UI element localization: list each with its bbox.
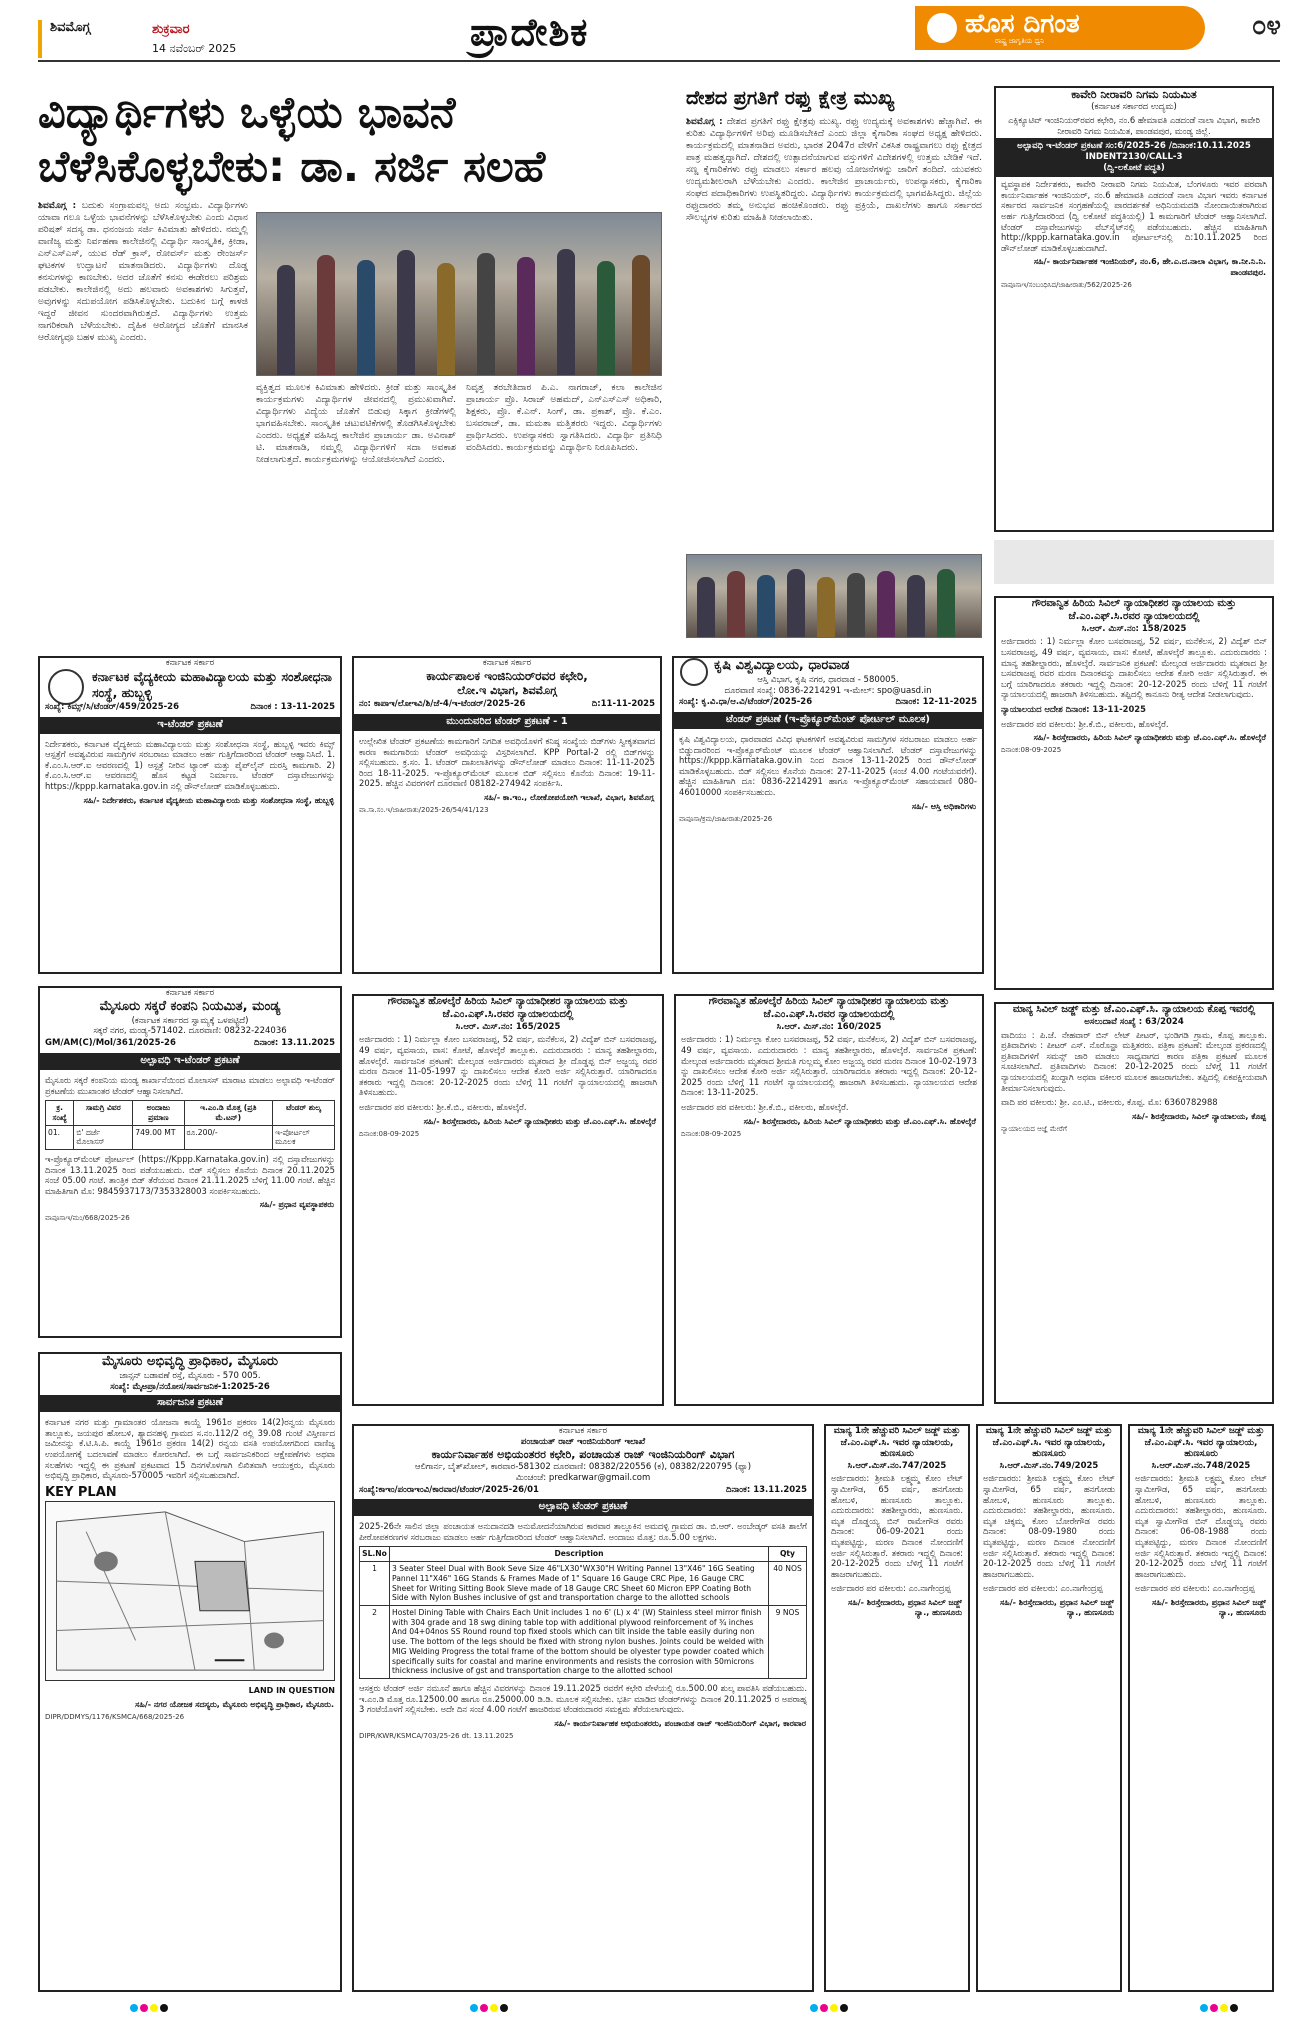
second-story-dateline: ಶಿವಮೊಗ್ಗ : (686, 116, 723, 127)
uas-emblem-icon (680, 658, 708, 686)
prd-sign: ಸಹಿ/- ಕಾರ್ಯನಿರ್ವಾಹಕ ಅಭಿಯಂತರರು, ಪಂಚಾಯತ ರಾಜ್ ಇಂಜಿನಿಯರಿಂಗ್ ವಿಭಾಗ, ಕಾರವಾರ (554, 1718, 806, 1728)
court1-sign: ಸಹಿ/- ಶಿರಸ್ತೇದಾರರು, ಹಿರಿಯ ಸಿವಿಲ್ ನ್ಯಾಯಾಧೀಶರು ಮತ್ತು ಜೆ.ಎಂ.ಎಫ್.ಸಿ. ಹೊಳಲ್ಕೆರೆ (1033, 733, 1266, 743)
cauvery-indent: INDENT2130/CALL-3 (1085, 152, 1183, 163)
key-plan-map (45, 1501, 335, 1681)
header-left (38, 20, 268, 58)
main-headline (38, 86, 678, 194)
muda-keyplan-label: KEY PLAN (45, 1484, 117, 1500)
prd-row2-sl: 2 (360, 1606, 390, 1679)
main-story-col1-text: ಬದುಕು ಸಂಗ್ರಾಮವಲ್ಲ ಅದು ಸಂಭ್ರಮ. ವಿದ್ಯಾರ್ಥಿಗಳು ಯಾವಾ ಗಲೂ ಒಳ್ಳೆಯ ಭಾವನೆಗಳನ್ನು ಬೆಳೆಸಿಕೊಳ್ಳಬೇಕು ಎಂದು ವಿಧಾನ ಪರಿಷತ್ ಸದಸ್ಯ ಡಾ. ಧನಂಜಯ ಸರ್ಜಿ ಕಿವಿಮಾತು ಹೇಳಿದರು. ನಮ್ಮಲ್ಲಿ ವಾಣಿಜ್ಯ ಮತ್ತು ನಿರ್ವಹಣಾ ಕಾಲೇಜಿನಲ್ಲಿ ವಿದ್ಯಾರ್ಥಿ ಸಾಂಸ್ಕೃತಿಕ, ಕ್ರೀಡಾ, ಎನ್ಎಸ್ಎಸ್, ಯುವ ರೆಡ್ ಕ್ರಾಸ್, ರೋವರ್ಸ್ ಮತ್ತು ರೇಂಜರ್ಸ್ ಘಟಕಗಳ ಉದ್ಘಾಟನೆ ಮಾತನಾಡಿದರು. ವಿದ್ಯಾರ್ಥಿಗಳು ದೊಡ್ಡ ಕನಸುಗಳನ್ನು ಕಾಣಬೇಕು. ಅದರ ಜೊತೆಗೆ ಕನಸು ಈಡೇರಲು ಪರಿಶ್ರಮ ಪಡಬೇಕು. ಕಾಲೇಜಿನಲ್ಲಿ ಅದು ಹಲವಾರು ಅವಕಾಶಗಳು ಸಿಗುತ್ತವೆ, ಅವುಗಳನ್ನು ಸದುಪಯೋಗ ಪಡಿಸಿಕೊಳ್ಳಬೇಕು. ಬದುಕಿನ ಬಗ್ಗೆ ಕಾಳಜಿ ಇದ್ದರೆ ಜೀವನ ಸುಂದರವಾಗಿರುತ್ತದೆ. ವಿದ್ಯಾರ್ಥಿಗಳು ಉತ್ತಮ ನಾಗರಿಕರಾಗಿ ಬೆಳೆಯಬೇಕು. ದೈಹಿಕ ಆರೋಗ್ಯದ ಜೊತೆಗೆ ಮಾನಸಿಕ ಆರೋಗ್ಯವೂ ಬಹಳ ಮುಖ್ಯ ಎಂದರು. (38, 200, 248, 343)
small-court-1 (824, 1424, 970, 1992)
kims-ref-row (40, 701, 340, 714)
mysugar-bar: ಅಲ್ಪಾವಧಿ ಇ-ಟೆಂಡರ್ ಪ್ರಕಟಣೆ (40, 1053, 340, 1070)
pwd-title: ಕಾರ್ಯಪಾಲಕ ಇಂಜಿನಿಯರ್‌ರವರ ಕಛೇರಿ, (426, 668, 588, 683)
registration-marks (1200, 2004, 1238, 2012)
cauvery-notice (994, 86, 1274, 532)
small-court-sign: ಸಹಿ/- ಶಿರಸ್ತೇದಾರರು, ಪ್ರಧಾನ ಸಿವಿಲ್ ಜಡ್ಜ್ ನ್ಯಾ., ಹುಣಸೂರು (1151, 1597, 1266, 1618)
uas-addr: ಆಸ್ತಿ ವಿಭಾಗ, ಕೃಷಿ ನಗರ, ಧಾರವಾಡ - 580005. (757, 674, 899, 685)
brand-logo-icon (927, 13, 957, 43)
court2-adv: ಅರ್ಜಿದಾರರ ಪರ ವಕೀಲರು: ಶ್ರೀ.ಕೆ.ಬಿ., ವಕೀಲರು, ಹೊಳಲ್ಕೆರೆ. (359, 1102, 527, 1113)
mysugar-th: ಅಂದಾಜು ಪ್ರಮಾಣ (133, 1101, 184, 1125)
header-day: ಶುಕ್ರವಾರ (152, 22, 190, 37)
prd-body: ಆಸಕ್ತರು ಟೆಂಡರ್ ಅರ್ಜಿ ನಮೂನೆ ಹಾಗೂ ಹೆಚ್ಚಿನ ವಿವರಗಳನ್ನು ದಿನಾಂಕ 19.11.2025 ರವರೆಗೆ ಕಛೇರಿ ವೇಳೆಯಲ್ಲಿ ರೂ.500.00 ಶುಲ್ಕ ಪಾವತಿಸಿ ಪಡೆಯಬಹುದು. ಇ.ಎಂ.ಡಿ ಮೊತ್ತ ರೂ.12500.00 ಹಾಗೂ ರೂ.25000.00 ಡಿ.ಡಿ. ಮೂಲಕ ಸಲ್ಲಿಸಬೇಕು. ಭರ್ತಿ ಮಾಡಿದ ಟೆಂಡರ್‌ಗಳನ್ನು ದಿನಾಂಕ 20.11.2025 ರ ಅಪರಾಹ್ನ 3 ಗಂಟೆಯೊಳಗೆ ಸಲ್ಲಿಸಬೇಕು. ಅದೇ ದಿನ ಸಂಜೆ 4.00 ಗಂಟೆಗೆ ಹಾಜರಿರುವ ಟೆಂಡರುದಾರರ ಸಮಕ್ಷಮ ತೆರೆಯಲಾಗುವುದು. (359, 1683, 807, 1715)
mysugar-td: ಬಿ' ದರ್ಜೆ ಮೊಲಾಸಸ್ (74, 1125, 133, 1149)
small-court-case: ಸಿ.ಆರ್.ಮಿಸ್.ನಂ.749/2025 (999, 1460, 1099, 1471)
muda-title: ಮೈಸೂರು ಅಭಿವೃದ್ಧಿ ಪ್ರಾಧಿಕಾರ, ಮೈಸೂರು (101, 1354, 279, 1369)
second-headline: ದೇಶದ ಪ್ರಗತಿಗೆ ರಫ್ತು ಕ್ಷೇತ್ರ ಮುಖ್ಯ (686, 87, 895, 109)
mysugar-th: ಟೆಂಡರ್ ಶುಲ್ಕ (273, 1101, 335, 1125)
blank-ad-space (994, 540, 1274, 584)
prd-foot: DIPR/KWR/KSMCA/703/25-26 dt. 13.11.2025 (359, 1732, 514, 1741)
mysugar-foot: ವಾಪೂಸಾಇ/ಮಂ/668/2025-26 (45, 1213, 130, 1222)
mysugar-table (45, 1100, 335, 1150)
court3-case: ಸಿ.ಆರ್. ಮಿಸ್.ನಂ: 160/2025 (776, 1021, 882, 1032)
muda-foot: DIPR/DDMYS/1176/KSMCA/668/2025-26 (45, 1713, 185, 1722)
mysugar-th: ಇ.ಎಂ.ಡಿ ಮೊತ್ತ (ಪ್ರತಿ ಮೆ.ಟನ್) (184, 1101, 273, 1125)
main-story-col1 (38, 200, 248, 640)
court1-title: ಗೌರವಾನ್ವಿತ ಹಿರಿಯ ಸಿವಿಲ್ ನ್ಯಾಯಾಧೀಶರ ನ್ಯಾಯಾಲಯ ಮತ್ತು ಜೆ.ಎಂ.ಎಫ್.ಸಿ.ರವರ ನ್ಯಾಯಾಲಯದಲ್ಲಿ (1031, 598, 1237, 622)
court2-body: ಅರ್ಜಿದಾರರು : 1) ನಿರ್ಮಲ್ಲಾ ಕೋಂ ಬಸವರಾಜಪ್ಪ, 52 ವರ್ಷ, ಮನೆಕೆಲಸ, 2) ವಿದ್ಯೆಶ್ ಬಿನ್ ಬಸವರಾಜಪ್ಪ, 49 ವರ್ಷ, ವ್ಯವಸಾಯ, ವಾಸ: ಕೋಟೆ, ಹೊಳಲ್ಕೆರೆ ತಾಲ್ಲೂಕು. ಎದುರುದಾರರು : ಮಾನ್ಯ ತಹಶೀಲ್ದಾರರು, ಹೊಳಲ್ಕೆರೆ. ಸಾರ್ವಜನಿಕ ಪ್ರಕಟಣೆ: ಮೇಲ್ಕಂಡ ಅರ್ಜಿದಾರರು ಮೃತರಾದ ಶ್ರೀ ದೊಡ್ಡಪ್ಪ ಬಿನ್ ಅಜ್ಜಯ್ಯ ರವರ ಮರಣ ದಿನಾಂಕ 11-05-1997 ನ್ನು ದಾಖಲಿಸಲು ಆದೇಶ ಕೋರಿ ಅರ್ಜಿ ಸಲ್ಲಿಸಿರುತ್ತಾರೆ. ಯಾರಿಗಾದರೂ ತಕರಾರು ಇದ್ದಲ್ಲಿ ದಿನಾಂಕ: 20-12-2025 ರಂದು ಬೆಳಿಗ್ಗೆ 11 ಗಂಟೆಗೆ ನ್ಯಾಯಾಲಯದಲ್ಲಿ ಹಾಜರಾಗಿ ತಿಳಿಸಬಹುದು. (359, 1034, 657, 1098)
pwd-bar: ಮುಂದುವರಿದ ಟೆಂಡರ್ ಪ್ರಕಟಣೆ - 1 (354, 714, 660, 731)
uas-foot: ವಾಪೂಸಾ/ಕ್ರಮ/ಜಾಹೀರಾತು/2025-26 (679, 814, 773, 823)
prd-ref-row (354, 1484, 812, 1497)
registration-marks (470, 2004, 508, 2012)
muda-body: ಕರ್ನಾಟಕ ನಗರ ಮತ್ತು ಗ್ರಾಮಾಂತರ ಯೋಜನಾ ಕಾಯ್ದೆ 1961ರ ಪ್ರಕರಣ 14(2)ರನ್ವಯ ಮೈಸೂರು ತಾಲ್ಲೂಕು, ಜಯಪುರ ಹೋಬಳಿ, ಶ್ಯಾದನಹಳ್ಳಿ ಗ್ರಾಮದ ಸ.ನಂ.112/2 ರಲ್ಲಿ 39.08 ಗುಂಟೆ ವಿಸ್ತೀರ್ಣದ ಜಮೀನನ್ನು ಕೆ.ಟಿ.ಸಿ.ಪಿ. ಕಾಯ್ದೆ 1961ರ ಪ್ರಕರಣ 14(2) ರನ್ವಯ ವಸತಿ ಉಪಯೋಗದಿಂದ ವಾಣಿಜ್ಯ ಉಪಯೋಗಕ್ಕೆ ಬದಲಾವಣೆ ಮಾಡಲು ಕೋರಲಾಗಿದೆ. ಈ ಬಗ್ಗೆ ಸಾರ್ವಜನಿಕರಿಂದ ಆಕ್ಷೇಪಣೆಗಳು ಅಥವಾ ಸಲಹೆಗಳು ಇದ್ದಲ್ಲಿ ಈ ಪ್ರಕಟಣೆ ಪ್ರಕಟವಾದ 15 ದಿನಗಳೊಳಗಾಗಿ ಲಿಖಿತವಾಗಿ ಆಯುಕ್ತರು, ಮೈಸೂರು ಅಭಿವೃದ್ಧಿ ಪ್ರಾಧಿಕಾರ, ಮೈಸೂರು-570005 ಇವರಿಗೆ ಸಲ್ಲಿಸಬಹುದಾಗಿದೆ. (45, 1417, 335, 1481)
small-court-2 (976, 1424, 1122, 1992)
kims-date: ದಿನಾಂಕ : 13-11-2025 (250, 701, 335, 712)
court1-adv: ಅರ್ಜಿದಾರರ ಪರ ವಕೀಲರು: ಶ್ರೀ.ಕೆ.ಬಿ., ವಕೀಲರು, ಹೊಳಲ್ಕೆರೆ. (1001, 718, 1169, 729)
muda-bar: ಸಾರ್ವಜನಿಕ ಪ್ರಕಟಣೆ (40, 1395, 340, 1412)
uas-ref-row (674, 696, 982, 709)
pwd-sub: ಲೋ.ಇ ವಿಭಾಗ, ಶಿವಮೊಗ್ಗ (457, 684, 557, 698)
second-story-text: ದೇಶದ ಪ್ರಗತಿಗೆ ರಫ್ತು ಕ್ಷೇತ್ರವು ಮುಖ್ಯ. ರಫ್ತು ಉದ್ಯಮಕ್ಕೆ ಅವಕಾಶಗಳು ಹೆಚ್ಚಾಗಿವೆ. ಈ ಕುರಿತು ವಿದ್ಯಾರ್ಥಿಗಳಿಗೆ ಅರಿವು ಮೂಡಿಸಬೇಕಿದೆ ಎಂದು ಜಿಲ್ಲಾ ಕೈಗಾರಿಕಾ ಸಂಘದ ಅಧ್ಯಕ್ಷ ಹೇಳಿದರು. ಕಾರ್ಯಕ್ರಮದಲ್ಲಿ ಮಾತನಾಡಿದ ಅವರು, ಭಾರತ 2047ರ ವೇಳೆಗೆ ವಿಕಸಿತ ರಾಷ್ಟ್ರವಾಗಲು ರಫ್ತು ಕ್ಷೇತ್ರದ ಪಾತ್ರ ಮಹತ್ವದ್ದಾಗಿದೆ. ದೇಶದಲ್ಲಿ ಉತ್ಪಾದನೆಯಾಗುವ ವಸ್ತುಗಳಿಗೆ ವಿದೇಶಗಳಲ್ಲಿ ಉತ್ತಮ ಬೇಡಿಕೆ ಇದೆ. ಸಣ್ಣ ಕೈಗಾರಿಕೆಗಳು ರಫ್ತು ಮಾಡಲು ಸರ್ಕಾರ ಹಲವು ಯೋಜನೆಗಳನ್ನು ಜಾರಿಗೆ ತಂದಿದೆ. ಯುವಕರು ಉದ್ಯಮಶೀಲರಾಗಿ ಬೆಳೆಯಬೇಕು ಎಂದರು. ಕಾಲೇಜಿನ ಪ್ರಾಚಾರ್ಯರು, ಉಪನ್ಯಾಸಕರು, ಕೈಗಾರಿಕಾ ಸಂಘದ ಪದಾಧಿಕಾರಿಗಳು ಉಪಸ್ಥಿತರಿದ್ದರು. ವಿದ್ಯಾರ್ಥಿಗಳು ಕಾರ್ಯಕ್ರಮದಲ್ಲಿ ಭಾಗವಹಿಸಿದ್ದರು. ಜಿಲ್ಲೆಯ ರಫ್ತುದಾರರು ತಮ್ಮ ಅನುಭವ ಹಂಚಿಕೊಂಡರು. ರಫ್ತು ಪ್ರಕ್ರಿಯೆ, ದಾಖಲೆಗಳು ಹಾಗೂ ಸರ್ಕಾರದ ಸೌಲಭ್ಯಗಳ ಕುರಿತು ಮಾಹಿತಿ ನೀಡಲಾಯಿತು. (686, 116, 982, 223)
small-court-adv: ಅರ್ಜಿದಾರರ ಪರ ವಕೀಲರು: ಎಂ.ನಾಗೇಂದ್ರಪ್ಪ (983, 1583, 1103, 1594)
mysugar-td: ಇ-ಪೋರ್ಟಲ್ ಮೂಲಕ (273, 1125, 335, 1149)
pwd-ref-row (354, 698, 660, 711)
muda-notice (38, 1352, 342, 1992)
prd-row2-qty: 9 NOS (769, 1606, 807, 1679)
mysugar-sub: (ಕರ್ನಾಟಕ ಸರ್ಕಾರದ ಸ್ವಾಮ್ಯಕ್ಕೆ ಒಳಪಟ್ಟಿದೆ) (131, 1015, 249, 1026)
mysugar-td: 01. (46, 1125, 74, 1149)
registration-marks (810, 2004, 848, 2012)
cauvery-body: ವ್ಯವಸ್ಥಾಪಕ ನಿರ್ದೇಶಕರು, ಕಾವೇರಿ ನೀರಾವರಿ ನಿಗಮ ನಿಯಮಿತ, ಬೆಂಗಳೂರು ಇವರ ಪರವಾಗಿ ಕಾರ್ಯನಿರ್ವಾಹಕ ಇಂಜಿನಿಯರ್, ನಂ.6 ಹೇಮಾವತಿ ಎಡದಂಡೆ ನಾಲಾ ವಿಭಾಗ ಇವರು ಕರ್ನಾಟಕ ಸರ್ಕಾರದ ಸಾರ್ವಜನಿಕ ಸಂಗ್ರಹಣೆಯಲ್ಲಿ ಪಾರದರ್ಶಕತೆ ಅಧಿನಿಯಮದಡಿ ನೋಂದಾಯಿತರಾಗಿರುವ ಅರ್ಹ ಗುತ್ತಿಗೆದಾರರಿಂದ (ದ್ವಿ ಲಕೋಟೆ ಪದ್ಧತಿಯಲ್ಲಿ) 1 ಕಾಮಗಾರಿಗೆ ಟೆಂಡರ್ ಆಹ್ವಾನಿಸಲಾಗಿದೆ. ಟೆಂಡರ್ ದಸ್ತಾವೇಜುಗಳನ್ನು ವೆಬ್‌ಸೈಟ್‌ನಲ್ಲಿ ಪಡೆಯಬಹುದು. ಹೆಚ್ಚಿನ ಮಾಹಿತಿಗಾಗಿ http://kppp.karnataka.gov.in ಪೋರ್ಟಲ್‌ನಲ್ಲಿ ದಿ:10.11.2025 ರಿಂದ ಡೌನ್‌ಲೋಡ್ ಮಾಡಿಕೊಳ್ಳಬಹುದಾಗಿದೆ. (1001, 179, 1267, 253)
mysugar-ref-row (40, 1037, 340, 1050)
uas-bar: ಟೆಂಡರ್ ಪ್ರಕಟಣೆ (ಇ-ಪ್ರೊಕ್ಯೂರ್‌ಮೆಂಟ್ ಪೋರ್ಟಲ್ ಮೂಲಕ) (674, 712, 982, 729)
masthead (915, 6, 1295, 50)
mysugar-notice (38, 986, 342, 1338)
small-court-sign: ಸಹಿ/- ಶಿರಸ್ತೇದಾರರು, ಪ್ರಧಾನ ಸಿವಿಲ್ ಜಡ್ಜ್ ನ್ಯಾ., ಹುಣಸೂರು (847, 1597, 962, 1618)
table-row (360, 1606, 807, 1679)
mysugar-contact: ಸಕ್ಕರೆ ನಗರ, ಮಂಡ್ಯ-571402. ದೂರವಾಣಿ: 08232-224036 (93, 1026, 287, 1037)
mysugar-th: ಸಾಮಗ್ರಿ ವಿವರ (74, 1101, 133, 1125)
muda-land-label: LAND IN QUESTION (248, 1685, 335, 1695)
main-story-col2: ವ್ಯಕ್ತಿತ್ವದ ಮೂಲಕ ಕಿವಿಮಾತು ಹೇಳಿದರು. ಕ್ರೀಡೆ ಮತ್ತು ಸಾಂಸ್ಕೃತಿಕ ಕಾರ್ಯಕ್ರಮಗಳು ವಿದ್ಯಾರ್ಥಿಗಳ ಜೀವನದಲ್ಲಿ ಪ್ರಮುಖವಾಗಿವೆ. ವಿದ್ಯಾರ್ಥಿಗಳು ವಿದ್ಯೆಯ ಜೊತೆಗೆ ಬಿಡುವು ಸಿಕ್ಕಾಗ ಕ್ರೀಡೆಗಳಲ್ಲಿ ಭಾಗವಹಿಸಬೇಕು. ಸಾಂಸ್ಕೃತಿಕ ಚಟುವಟಿಕೆಗಳಲ್ಲಿ ತೊಡಗಿಸಿಕೊಳ್ಳಬೇಕು ಎಂದರು. ಅಧ್ಯಕ್ಷತೆ ವಹಿಸಿದ್ದ ಕಾಲೇಜಿನ ಪ್ರಾಚಾರ್ಯ ಡಾ. ಅವಿನಾಶ್ ಟಿ. ಮಾತನಾಡಿ, ನಮ್ಮಲ್ಲಿ ವಿದ್ಯಾರ್ಥಿಗಳಿಗೆ ಸದಾ ಅವಕಾಶ ನೀಡಲಾಗುತ್ತದೆ. ಕಾರ್ಯಕ್ರಮಗಳನ್ನು ಆಯೋಜಿಸಲಾಗಿದೆ ಎಂದರು. (256, 382, 456, 465)
prd-gov: ಕರ್ನಾಟಕ ಸರ್ಕಾರ (558, 1426, 608, 1436)
small-court-sign: ಸಹಿ/- ಶಿರಸ್ತೇದಾರರು, ಪ್ರಧಾನ ಸಿವಿಲ್ ಜಡ್ಜ್ ನ್ಯಾ., ಹುಣಸೂರು (999, 1597, 1114, 1618)
court2-sign: ಸಹಿ/- ಶಿರಸ್ತೇದಾರರು, ಹಿರಿಯ ಸಿವಿಲ್ ನ್ಯಾಯಾಧೀಶರು ಮತ್ತು ಜೆ.ಎಂ.ಎಫ್.ಸಿ. ಹೊಳಲ್ಕೆರೆ (423, 1116, 656, 1126)
header-location: ಶಿವಮೊಗ್ಗ (50, 20, 91, 35)
prd-addr: ಆಲಿಗಾರ್ನ, ಬೈತ್‌ಖೋಲ್, ಕಾರವಾರ-581302 ದೂರವಾಣಿ: 08382/220556 (ಕ), 08382/220795 (ಫ್ಯಾ) (414, 1461, 752, 1472)
court3-sign: ಸಹಿ/- ಶಿರಸ್ತೇದಾರರು, ಹಿರಿಯ ಸಿವಿಲ್ ನ್ಯಾಯಾಧೀಶರು ಮತ್ತು ಜೆ.ಎಂ.ಎಫ್.ಸಿ. ಹೊಳಲ್ಕೆರೆ (743, 1116, 976, 1126)
court4-body: ವಾದಿಯು : ಪಿ.ಜೆ. ನೇಹವಾರ್ ಬಿನ್ ಲೇಟ್ ಪೀಟರ್, ಭಂಡಿಗಡಿ ಗ್ರಾಮ, ಕೊಪ್ಪ ತಾಲ್ಲೂಕು. ಪ್ರತಿವಾದಿಗಳು : ಪೀಟರ್ ಎಸ್. ನೊರೊನ್ಹಾ ಮತ್ತಿತರರು. ಪತ್ರಿಕಾ ಪ್ರಕಟಣೆ: ಮೇಲ್ಕಂಡ ಪ್ರಕರಣದಲ್ಲಿ ಪ್ರತಿವಾದಿಗಳಿಗೆ ಸಮನ್ಸ್ ಜಾರಿ ಮಾಡಲು ಸಾಧ್ಯವಾಗದ ಕಾರಣ ಪತ್ರಿಕಾ ಪ್ರಕಟಣೆ ಮೂಲಕ ಸೂಚಿಸಲಾಗಿದೆ. ಪ್ರತಿವಾದಿಗಳು ದಿನಾಂಕ: 20-12-2025 ರಂದು ಬೆಳಿಗ್ಗೆ 11 ಗಂಟೆಗೆ ನ್ಯಾಯಾಲಯದಲ್ಲಿ ಖುದ್ದಾಗಿ ಅಥವಾ ವಕೀಲರ ಮೂಲಕ ಹಾಜರಾಗಬೇಕು. ತಪ್ಪಿದಲ್ಲಿ ಏಕಪಕ್ಷೀಯವಾಗಿ ತೀರ್ಮಾನಿಸಲಾಗುವುದು. (1001, 1029, 1267, 1093)
prd-bar: ಅಲ್ಪಾವಧಿ ಟೆಂಡರ್ ಪ್ರಕಟಣೆ (354, 1499, 812, 1516)
mysugar-date: ದಿನಾಂಕ: 13.11.2025 (254, 1038, 335, 1049)
cauvery-foot: ವಾಪೂಸಾಇ/ಸಂಬಂಧಿಸಿದ/ಜಾಹೀರಾತು/562/2025-26 (1001, 280, 1132, 289)
small-court-title: ಮಾನ್ಯ 1ನೇ ಹೆಚ್ಚುವರಿ ಸಿವಿಲ್ ಜಡ್ಜ್ ಮತ್ತು ಜೆ.ಎಂ.ಎಫ್.ಸಿ. ಇವರ ನ್ಯಾಯಾಲಯ, ಹುಣಸೂರು (1137, 1426, 1265, 1460)
court-notice-4 (994, 1002, 1274, 1404)
mysugar-td: 749.00 MT (133, 1125, 184, 1149)
court2-date: ದಿನಾಂಕ:08-09-2025 (359, 1129, 420, 1138)
court1-date: ದಿನಾಂಕ:08-09-2025 (1001, 746, 1062, 755)
section-title: ಪ್ರಾದೇಶಿಕ (470, 9, 589, 54)
cauvery-ref: ಅಲ್ಪಾವಧಿ ಇ-ಟೆಂಡರ್ ಪ್ರಕಟಣೆ ಸಂ:6/2025-26 /ದಿನಾಂಕ:10.11.2025 (1017, 141, 1251, 152)
pwd-foot: ವಾ.ಸಾ.ಸಂ.ಇ/ಜಾಹೀರಾತು/2025-26/54/41/123 (359, 806, 489, 815)
prd-table (359, 1546, 807, 1679)
court4-case: ಅಸಲುದಾವೆ ಸಂಖ್ಯೆ : 63/2024 (1084, 1016, 1184, 1027)
brand-tagline: ರಾಷ್ಟ್ರ ಜಾಗೃತಿಯ ಧ್ವನಿ (995, 37, 1045, 45)
main-headline-line1: ವಿದ್ಯಾರ್ಥಿಗಳು ಒಳ್ಳೆಯ ಭಾವನೆ (38, 88, 456, 138)
muda-sign: ಸಹಿ/- ನಗರ ಯೋಜಕ ಸದಸ್ಯರು, ಮೈಸೂರು ಅಭಿವೃದ್ಧಿ ಪ್ರಾಧಿಕಾರ, ಮೈಸೂರು. (135, 1700, 334, 1710)
table-row (360, 1562, 807, 1606)
mysugar-gov: ಕರ್ನಾಟಕ ಸರ್ಕಾರ (165, 988, 215, 998)
main-story-dateline: ಶಿವಮೊಗ್ಗ : (38, 200, 77, 211)
small-court-adv: ಅರ್ಜಿದಾರರ ಪರ ವಕೀಲರು: ಎಂ.ನಾಗೇಂದ್ರಪ್ಪ (1135, 1583, 1255, 1594)
kims-emblem-icon (48, 669, 84, 705)
court3-date: ದಿನಾಂಕ:08-09-2025 (681, 1129, 742, 1138)
prd-date: ದಿನಾಂಕ: 13.11.2025 (726, 1484, 807, 1495)
prd-title: ಕಾರ್ಯನಿರ್ವಾಹಕ ಅಭಿಯಂತರರ ಕಛೇರಿ, ಪಂಚಾಯತ ರಾಜ್ ಇಂಜಿನಿಯರಿಂಗ್ ವಿಭಾಗ (431, 1447, 735, 1461)
prd-th-desc: Description (390, 1547, 769, 1562)
small-court-3 (1128, 1424, 1274, 1992)
uas-date: ದಿನಾಂಕ: 12-11-2025 (895, 697, 977, 708)
kims-bar: ಇ-ಟೆಂಡರ್ ಪ್ರಕಟಣೆ (40, 717, 340, 734)
header-divider (38, 60, 1280, 62)
pwd-gov: ಕರ್ನಾಟಕ ಸರ್ಕಾರ (482, 658, 532, 668)
court4-date: ನ್ಯಾಯಾಲಯದ ಆಜ್ಞೆ ಮೇರೆಗೆ (1001, 1125, 1067, 1134)
registration-marks (130, 2004, 168, 2012)
pwd-body: ಉಲ್ಲೇಖಿತ ಟೆಂಡರ್ ಪ್ರಕಟಣೆಯ ಕಾಮಗಾರಿಗೆ ನಿಗದಿತ ಅವಧಿಯೊಳಗೆ ಕನಿಷ್ಠ ಸಂಖ್ಯೆಯ ಬಿಡ್‌ಗಳು ಸ್ವೀಕೃತವಾಗದ ಕಾರಣ ಕಾಮಗಾರಿಯ ಟೆಂಡರ್ ಅವಧಿಯನ್ನು ವಿಸ್ತರಿಸಲಾಗಿದೆ. KPP Portal-2 ರಲ್ಲಿ ಬಿಡ್‌ಗಳನ್ನು ಸಲ್ಲಿಸಬಹುದು. ಕ್ರ.ಸಂ. 1. ಟೆಂಡರ್ ದಾಖಲಾತಿಗಳನ್ನು ಡೌನ್‌ಲೋಡ್ ಮಾಡಲು ದಿನಾಂಕ: 11-11-2025 ರಿಂದ 18-11-2025. ಇ-ಪ್ರೊಕ್ಯೂರ್‌ಮೆಂಟ್ ಮೂಲಕ ಬಿಡ್ ಸಲ್ಲಿಸಲು ಕೊನೆಯ ದಿನಾಂಕ: 19-11-2025. ಹೆಚ್ಚಿನ ವಿವರಗಳಿಗೆ ದೂರವಾಣಿ 08182-274942 ಸಂಪರ್ಕಿಸಿ. (359, 735, 655, 789)
brand-banner (915, 6, 1205, 50)
pwd-ref: ನಂ: ಕಾಪಾಇ/ಲೋಇವಿ/ಶಿ/ಜೆ-4/ಇ-ಟೆಂಡರ್/2025-26 (359, 699, 526, 710)
court4-sign: ಸಹಿ/- ಶಿರಸ್ತೇದಾರರು, ಸಿವಿಲ್ ನ್ಯಾಯಾಲಯ, ಕೊಪ್ಪ (1132, 1111, 1266, 1121)
prd-th-qty: Qty (769, 1547, 807, 1562)
mysugar-ref: GM/AM(C)/Mol/361/2025-26 (45, 1038, 176, 1049)
pwd-date: ದಿ:11-11-2025 (591, 699, 655, 710)
court-notice-1 (994, 596, 1274, 990)
main-story-col3: ನಿವೃತ್ತ ತರಬೇತಿದಾರ ಪಿ.ಎ. ನಾಗರಾಜ್, ಕಲಾ ಕಾಲೇಜಿನ ಪ್ರಾಚಾರ್ಯ ಪ್ರೊ. ಸಿರಾಜ್ ಅಹಮದ್, ಎನ್ಎಸ್ಎಸ್ ಅಧಿಕಾರಿ, ಶಿಕ್ಷಕರು, ಪ್ರೊ. ಕೆ.ಎನ್. ಸಿಂಗ್, ಡಾ. ಪ್ರಕಾಶ್, ಪ್ರೊ. ಕೆ.ಎಂ. ಬಸವರಾಜ್, ಡಾ. ಮಮತಾ ಮತ್ತಿತರರು ಇದ್ದರು. ವಿದ್ಯಾರ್ಥಿಗಳು ಪ್ರಾರ್ಥಿಸಿದರು. ಉಪನ್ಯಾಸಕರು ಸ್ವಾಗತಿಸಿದರು. ವಿದ್ಯಾರ್ಥಿ ಪ್ರತಿನಿಧಿ ವಂದಿಸಿದರು. ಕಾರ್ಯಕ್ರಮವನ್ನು ವಿದ್ಯಾರ್ಥಿನಿ ನಿರೂಪಿಸಿದರು. (466, 382, 662, 453)
kims-title-text: ಕರ್ನಾಟಕ ವೈದ್ಯಕೀಯ ಮಹಾವಿದ್ಯಾಲಯ ಮತ್ತು ಸಂಶೋಧನಾ ಸಂಸ್ಥೆ, ಹುಬ್ಬಳ್ಳಿ (92, 668, 332, 700)
prd-row1-qty: 40 NOS (769, 1562, 807, 1606)
kims-sign: ಸಹಿ/- ನಿರ್ದೇಶಕರು, ಕರ್ನಾಟಕ ವೈದ್ಯಕೀಯ ಮಹಾವಿದ್ಯಾಲಯ ಮತ್ತು ಸಂಶೋಧನಾ ಸಂಸ್ಥೆ, ಹುಬ್ಬಳ್ಳಿ (83, 795, 334, 805)
uas-title (674, 658, 982, 675)
prd-ref: ಸಂಖ್ಯೆ:ಕಾಇಂ/ಪಂರಾಇಂವಿ/ಕಾರವಾರ/ಟೆಂಡರ್/2025-26/01 (359, 1484, 539, 1495)
cauvery-ref-bar (996, 138, 1272, 177)
court1-body: ಅರ್ಜಿದಾರರು : 1) ನಿರ್ಮಲ್ಲಾ ಕೋಂ ಬಸವರಾಜಪ್ಪ, 52 ವರ್ಷ, ಮನೆಕೆಲಸ, 2) ವಿದ್ಯೆಶ್ ಬಿನ್ ಬಸವರಾಜಪ್ಪ, 49 ವರ್ಷ, ವ್ಯವಸಾಯ, ವಾಸ: ಕೋಟೆ, ಹೊಳಲ್ಕೆರೆ ತಾಲ್ಲೂಕು. ಎದುರುದಾರರು : ಮಾನ್ಯ ತಹಶೀಲ್ದಾರರು, ಹೊಳಲ್ಕೆರೆ. ಸಾರ್ವಜನಿಕ ಪ್ರಕಟಣೆ: ಮೇಲ್ಕಂಡ ಅರ್ಜಿದಾರರು ಮೃತರಾದ ಶ್ರೀ ಬಸವರಾಜಪ್ಪ ರವರ ಮರಣ ದಿನಾಂಕವನ್ನು ದಾಖಲಿಸಲು ಆದೇಶ ಕೋರಿ ಅರ್ಜಿ ಸಲ್ಲಿಸಿರುತ್ತಾರೆ. ಈ ಬಗ್ಗೆ ಯಾರಿಗಾದರೂ ತಕರಾರು ಇದ್ದಲ್ಲಿ ದಿನಾಂಕ: 20-12-2025 ರಂದು ಬೆಳಿಗ್ಗೆ 11 ಗಂಟೆಗೆ ನ್ಯಾಯಾಲಯದಲ್ಲಿ ಹಾಜರಾಗಿ ತಿಳಿಸಬಹುದು. ತಪ್ಪಿದಲ್ಲಿ ಕಾನೂನು ರೀತ್ಯ ಆದೇಶ ನೀಡಲಾಗುವುದು. (1001, 636, 1267, 700)
small-court-body: ಅರ್ಜಿದಾರರು: ಶ್ರೀಮತಿ ಲಕ್ಷ್ಮಮ್ಮ ಕೋಂ ಲೇಟ್ ಸ್ವಾಮೀಗೌಡ, 65 ವರ್ಷ, ಹನಗೋಡು ಹೋಬಳಿ, ಹುಣಸೂರು ತಾಲ್ಲೂಕು. ಎದುರುದಾರರು: ತಹಶೀಲ್ದಾರರು, ಹುಣಸೂರು. ಮೃತ ಸ್ವಾಮೀಗೌಡ ಬಿನ್ ದೊಡ್ಡಯ್ಯ ರವರು ದಿನಾಂಕ: 06-08-1988 ರಂದು ಮೃತಪಟ್ಟಿದ್ದು, ಮರಣ ದಿನಾಂಕ ನೋಂದಣಿಗೆ ಅರ್ಜಿ ಸಲ್ಲಿಸಿರುತ್ತಾರೆ. ತಕರಾರು ಇದ್ದಲ್ಲಿ ದಿನಾಂಕ: 20-12-2025 ರಂದು ಬೆಳಿಗ್ಗೆ 11 ಗಂಟೆಗೆ ಹಾಜರಾಗಬಹುದು. (1135, 1473, 1267, 1579)
small-court-title: ಮಾನ್ಯ 1ನೇ ಹೆಚ್ಚುವರಿ ಸಿವಿಲ್ ಜಡ್ಜ್ ಮತ್ತು ಜೆ.ಎಂ.ಎಫ್.ಸಿ. ಇವರ ನ್ಯಾಯಾಲಯ, ಹುಣಸೂರು (833, 1426, 961, 1460)
court3-adv: ಅರ್ಜಿದಾರರ ಪರ ವಕೀಲರು: ಶ್ರೀ.ಕೆ.ಬಿ., ವಕೀಲರು, ಹೊಳಲ್ಕೆರೆ. (681, 1102, 849, 1113)
muda-ref: ಸಂಖ್ಯೆ: ಮೈಅಪ್ರಾ/ನಯೋಸ/ಸಾರ್ವಜನಿಕ-1:2025-26 (110, 1381, 270, 1392)
kims-gov: ಕರ್ನಾಟಕ ಸರ್ಕಾರ (165, 658, 215, 668)
prd-notice (352, 1424, 814, 1992)
pwd-sign: ಸಹಿ/- ಕಾ.ಇಂ., ಲೋಕೋಪಯೋಗಿ ಇಲಾಖೆ, ವಿಭಾಗ, ಶಿವಮೊಗ್ಗ (484, 792, 654, 802)
small-court-body: ಅರ್ಜಿದಾರರು: ಶ್ರೀಮತಿ ಲಕ್ಷ್ಮಮ್ಮ ಕೋಂ ಲೇಟ್ ಸ್ವಾಮೀಗೌಡ, 65 ವರ್ಷ, ಹನಗೋಡು ಹೋಬಳಿ, ಹುಣಸೂರು ತಾಲ್ಲೂಕು. ಎದುರುದಾರರು: ತಹಶೀಲ್ದಾರರು, ಹುಣಸೂರು. ಮೃತ ದೊಡ್ಡಯ್ಯ ಬಿನ್ ರಾಮೇಗೌಡ ರವರು ದಿನಾಂಕ: 06-09-2021 ರಂದು ಮೃತಪಟ್ಟಿದ್ದು, ಮರಣ ದಿನಾಂಕ ನೋಂದಣಿಗೆ ಅರ್ಜಿ ಸಲ್ಲಿಸಿರುತ್ತಾರೆ. ತಕರಾರು ಇದ್ದಲ್ಲಿ ದಿನಾಂಕ: 20-12-2025 ರಂದು ಬೆಳಿಗ್ಗೆ 11 ಗಂಟೆಗೆ ಹಾಜರಾಗಬಹುದು. (831, 1473, 963, 1579)
court1-case: ಸಿ.ಆರ್. ಮಿಸ್.ನಂ: 158/2025 (1081, 623, 1187, 634)
prd-intro: 2025-26ನೇ ಸಾಲಿನ ಜಿಲ್ಲಾ ಪಂಚಾಯತ ಅನುದಾನದಡಿ ಅನುಮೋದನೆಯಾಗಿರುವ ಕಾರವಾರ ತಾಲ್ಲೂಕಿನ ಅಮದಳ್ಳಿ ಗ್ರಾಮದ ಡಾ. ಬಿ.ಆರ್. ಅಂಬೇಡ್ಕರ್ ವಸತಿ ಶಾಲೆಗೆ ಪೀಠೋಪಕರಣಗಳ ಸರಬರಾಜು ಮಾಡಲು ಅರ್ಹ ಗುತ್ತಿಗೆದಾರರಿಂದ ಟೆಂಡರ್ ಆಹ್ವಾನಿಸಲಾಗಿದೆ. ಅಂದಾಜು ಮೊತ್ತ: ರೂ.5.00 ಲಕ್ಷಗಳು. (359, 1521, 807, 1542)
court1-date-issue: ನ್ಯಾಯಾಲಯದ ಆದೇಶ ದಿನಾಂಕ: 13-11-2025 (1001, 704, 1146, 715)
kims-body: ನಿರ್ದೇಶಕರು, ಕರ್ನಾಟಕ ವೈದ್ಯಕೀಯ ಮಹಾವಿದ್ಯಾಲಯ ಮತ್ತು ಸಂಶೋಧನಾ ಸಂಸ್ಥೆ, ಹುಬ್ಬಳ್ಳಿ ಇವರು ಕಿಮ್ಸ್ ಆಸ್ಪತ್ರೆಗೆ ಅವಶ್ಯವಿರುವ ಸಾಮಗ್ರಿಗಳ ಸರಬರಾಜು ಮಾಡಲು ಅರ್ಹ ಗುತ್ತಿಗೆದಾರರಿಂದ ಟೆಂಡರ್ ಆಹ್ವಾನಿಸಿದೆ. 1. ಕೆ.ಎಂ.ಸಿ.ಆರ್.ಐ ಆವರಣದಲ್ಲಿ 1) ಆಸ್ಪತ್ರೆ ನೀರಿನ ಟ್ಯಾಂಕ್ ಮತ್ತು ಪೈಪ್‌ಲೈನ್ ದುರಸ್ತಿ ಕಾಮಗಾರಿ. 2) ಕೆ.ಎಂ.ಸಿ.ಆರ್.ಐ ಆವರಣದಲ್ಲಿ ಹೊಸ ಕಟ್ಟಡ ನಿರ್ಮಾಣ. ಟೆಂಡರ್ ದಸ್ತಾವೇಜುಗಳನ್ನು https://kppp.karnataka.gov.in ನಲ್ಲಿ ಡೌನ್‌ಲೋಡ್ ಮಾಡಿಕೊಳ್ಳಬಹುದು. (45, 738, 335, 791)
court3-body: ಅರ್ಜಿದಾರರು : 1) ನಿರ್ಮಲ್ಲಾ ಕೋಂ ಬಸವರಾಜಪ್ಪ, 52 ವರ್ಷ, ಮನೆಕೆಲಸ, 2) ವಿದ್ಯೆಶ್ ಬಿನ್ ಬಸವರಾಜಪ್ಪ, 49 ವರ್ಷ, ವ್ಯವಸಾಯ. ಎದುರುದಾರರು : ಮಾನ್ಯ ತಹಶೀಲ್ದಾರರು, ಹೊಳಲ್ಕೆರೆ. ಸಾರ್ವಜನಿಕ ಪ್ರಕಟಣೆ: ಮೇಲ್ಕಂಡ ಅರ್ಜಿದಾರರು ಮೃತರಾದ ಶ್ರೀಮತಿ ಗುಲ್ಲಮ್ಮ ಕೋಂ ಅಜ್ಜಯ್ಯ ರವರ ಮರಣ ದಿನಾಂಕ 10-02-1973 ನ್ನು ದಾಖಲಿಸಲು ಆದೇಶ ಕೋರಿ ಅರ್ಜಿ ಸಲ್ಲಿಸಿರುತ್ತಾರೆ. ಯಾರಿಗಾದರೂ ತಕರಾರು ಇದ್ದಲ್ಲಿ ದಿನಾಂಕ: 20-12-2025 ರಂದು ಬೆಳಿಗ್ಗೆ 11 ಗಂಟೆಗೆ ನ್ಯಾಯಾಲಯದಲ್ಲಿ ಹಾಜರಾಗಿ ತಿಳಿಸಬಹುದು. ನ್ಯಾಯಾಲಯದ ಆದೇಶ ದಿನಾಂಕ: 13-11-2025. (681, 1034, 977, 1098)
cauvery-sign: ಸಹಿ/- ಕಾರ್ಯನಿರ್ವಾಹಕ ಇಂಜಿನಿಯರ್, ನಂ.6, ಹೇ.ಎ.ದ.ನಾಲಾ ವಿಭಾಗ, ಕಾ.ನೀ.ನಿ.ನಿ. ಪಾಂಡವಪುರ. (1033, 257, 1266, 277)
brand-name: ಹೊಸ ದಿಗಂತ (965, 9, 1080, 39)
second-story-photo (686, 554, 982, 638)
prd-th-sl: SL.No (360, 1547, 390, 1562)
mysugar-sign: ಸಹಿ/- ಪ್ರಧಾನ ವ್ಯವಸ್ಥಾಪಕರು (259, 1200, 334, 1210)
header-date: 14 ನವೆಂಬರ್ 2025 (152, 42, 237, 55)
court2-case: ಸಿ.ಆರ್. ಮಿಸ್.ನಂ: 165/2025 (455, 1021, 561, 1032)
kims-ref: ಸಂಖ್ಯೆ: ಕಿಮ್ಸ್/ಸಿ/ಟೆಂಡರ್/459/2025-26 (45, 701, 179, 712)
mysugar-th: ಕ್ರ. ಸಂಖ್ಯೆ (46, 1101, 74, 1125)
muda-keyplan-wrap (40, 1483, 340, 1698)
uas-sign: ಸಹಿ/- ಆಸ್ತಿ ಅಧಿಕಾರಿಗಳು (911, 801, 976, 811)
mysugar-td: ರೂ.200/- (184, 1125, 273, 1149)
small-court-title: ಮಾನ್ಯ 1ನೇ ಹೆಚ್ಚುವರಿ ಸಿವಿಲ್ ಜಡ್ಜ್ ಮತ್ತು ಜೆ.ಎಂ.ಎಫ್.ಸಿ. ಇವರ ನ್ಯಾಯಾಲಯ, ಹುಣಸೂರು (985, 1426, 1113, 1460)
court3-title: ಗೌರವಾನ್ವಿತ ಹೊಳಲ್ಕೆರೆ ಹಿರಿಯ ಸಿವಿಲ್ ನ್ಯಾಯಾಧೀಶರ ನ್ಯಾಯಾಲಯ ಮತ್ತು ಜೆ.ಎಂ.ಎಫ್.ಸಿ.ರವರ ನ್ಯಾಯಾಲಯದಲ್ಲಿ (708, 996, 950, 1020)
prd-row2-desc: Hostel Dining Table with Chairs Each Unit includes 1 no 6' (L) x 4' (W) Stainless steel mirror finish with 304 grade and 18 swg dining table top with additional plywood reinforcement of ¾ inches And 04+04nos SS Round round top fixed stools which can tilt inside the table easily during non use. The bottom of the legs should be fixed with strong nylon bushes. Joints could be welded with MIG Welding Progress the total frame of the bottom should be olyester type powder coated which specifically suits for coastal and marine environments and resists the corrosion with 50microns thickness inclusive of gst and transportation charge to the allotted school (390, 1606, 769, 1679)
cauvery-subtitle: (ಕರ್ನಾಟಕ ಸರ್ಕಾರದ ಉದ್ಯಮ) (1091, 102, 1177, 113)
court-notice-2 (352, 994, 664, 1406)
uas-notice (672, 656, 984, 974)
prd-row1-sl: 1 (360, 1562, 390, 1606)
mysugar-body: ಇ-ಪ್ರೊಕ್ಯೂರ್‌ಮೆಂಟ್ ಪೋರ್ಟಲ್ (https://Kppp.Karnataka.gov.in) ನಲ್ಲಿ ದಸ್ತಾವೇಜುಗಳನ್ನು ದಿನಾಂಕ 13.11.2025 ರಿಂದ ಪಡೆಯಬಹುದು. ಬಿಡ್ ಸಲ್ಲಿಸಲು ಕೊನೆಯ ದಿನಾಂಕ 20.11.2025 ಸಂಜೆ 05.00 ಗಂಟೆ. ತಾಂತ್ರಿಕ ಬಿಡ್ ತೆರೆಯುವ ದಿನಾಂಕ 21.11.2025 ಬೆಳಿಗ್ಗೆ 11.00 ಗಂಟೆ. ಹೆಚ್ಚಿನ ಮಾಹಿತಿಗಾಗಿ ಮೊ: 9845937173/7353328003 ಸಂಪರ್ಕಿಸಬಹುದು. (45, 1153, 335, 1196)
small-court-adv: ಅರ್ಜಿದಾರರ ಪರ ವಕೀಲರು: ಎಂ.ನಾಗೇಂದ್ರಪ್ಪ (831, 1583, 951, 1594)
uas-contact: ದೂರವಾಣಿ ಸಂಖ್ಯೆ: 0836-2214291 ಇ-ಮೇಲ್: spo@uasd.in (724, 685, 932, 696)
small-court-body: ಅರ್ಜಿದಾರರು: ಶ್ರೀಮತಿ ಲಕ್ಷ್ಮಮ್ಮ ಕೋಂ ಲೇಟ್ ಸ್ವಾಮೀಗೌಡ, 65 ವರ್ಷ, ಹನಗೋಡು ಹೋಬಳಿ, ಹುಣಸೂರು ತಾಲ್ಲೂಕು. ಎದುರುದಾರರು: ತಹಶೀಲ್ದಾರರು, ಹುಣಸೂರು. ಮೃತ ಚಿಕ್ಕಮ್ಮ ಕೋಂ ಬೋರೇಗೌಡ ರವರು ದಿನಾಂಕ: 08-09-1980 ರಂದು ಮೃತಪಟ್ಟಿದ್ದು, ಮರಣ ದಿನಾಂಕ ನೋಂದಣಿಗೆ ಅರ್ಜಿ ಸಲ್ಲಿಸಿರುತ್ತಾರೆ. ತಕರಾರು ಇದ್ದಲ್ಲಿ ದಿನಾಂಕ: 20-12-2025 ರಂದು ಬೆಳಿಗ್ಗೆ 11 ಗಂಟೆಗೆ ಹಾಜರಾಗಬಹುದು. (983, 1473, 1115, 1579)
court4-title: ಮಾನ್ಯ ಸಿವಿಲ್ ಜಡ್ಜ್ ಮತ್ತು ಜೆ.ಎಂ.ಎಫ್.ಸಿ. ನ್ಯಾಯಾಲಯ ಕೊಪ್ಪ ಇವರಲ್ಲಿ (1012, 1004, 1256, 1015)
page-number: ೦೪ (1251, 11, 1281, 41)
court-notice-3 (674, 994, 984, 1406)
uas-body: ಕೃಷಿ ವಿಶ್ವವಿದ್ಯಾಲಯ, ಧಾರವಾಡದ ವಿವಿಧ ಘಟಕಗಳಿಗೆ ಅವಶ್ಯವಿರುವ ಸಾಮಗ್ರಿಗಳ ಸರಬರಾಜು ಮಾಡಲು ಅರ್ಹ ಬಿಡ್ಡುದಾರರಿಂದ ಇ-ಪ್ರೊಕ್ಯೂರ್‌ಮೆಂಟ್ ಮೂಲಕ ಟೆಂಡರ್ ಆಹ್ವಾನಿಸಲಾಗಿದೆ. ಟೆಂಡರ್ ದಸ್ತಾವೇಜುಗಳನ್ನು https://kppp.karnataka.gov.in ನಿಂದ ದಿನಾಂಕ 13-11-2025 ರಿಂದ ಡೌನ್‌ಲೋಡ್ ಮಾಡಿಕೊಳ್ಳಬಹುದು. ಬಿಡ್ ಸಲ್ಲಿಸಲು ಕೊನೆಯ ದಿನಾಂಕ: 27-11-2025 (ಸಂಜೆ 4.00 ಗಂಟೆಯವರೆಗೆ). ಹೆಚ್ಚಿನ ಮಾಹಿತಿಗಾಗಿ ದೂ: 0836-2214291 ಹಾಗೂ ಇ-ಪ್ರೊಕ್ಯೂರ್‌ಮೆಂಟ್ ಸಹಾಯವಾಣಿ 080-46010000 ಸಂಪರ್ಕಿಸಬಹುದು. (679, 734, 977, 798)
main-headline-line2: ಬೆಳೆಸಿಕೊಳ್ಳಬೇಕು: ಡಾ. ಸರ್ಜಿ ಸಲಹೆ (38, 142, 546, 192)
mysugar-intro: ಮೈಸೂರು ಸಕ್ಕರೆ ಕಂಪನಿಯ ಮಂಡ್ಯ ಕಾರ್ಖಾನೆಯಿಂದ ಮೊಲಾಸಸ್ ಮಾರಾಟ ಮಾಡಲು ಅಲ್ಪಾವಧಿ ಇ-ಟೆಂಡರ್ ಪ್ರಕಟಣೆಯ ಮುಖಾಂತರ ಟೆಂಡರ್ ಆಹ್ವಾನಿಸಲಾಗಿದೆ. (45, 1074, 335, 1096)
prd-row1-desc: 3 Seater Steel Dual with Book Seve Size 46"LX30"WX30"H Writing Pannel 13"X46" 16G Seating Pannel 11"X46" 16G Stands & Frames Made of 1" Square 16 Gauge CRC Pipe, 16 Gauge CRC Sheet for Writing Sitting Book Sleve made of 18 Gauge CRC Sheet 60 Micron EPP Coating Both Side with Nylon Bushes inclusive of gst and transportation charge to the allotted schools (390, 1562, 769, 1606)
uas-title-text: ಕೃಷಿ ವಿಶ್ವವಿದ್ಯಾಲಯ, ಧಾರವಾಡ (714, 658, 850, 673)
main-story-photo (256, 212, 662, 376)
pwd-notice (352, 656, 662, 974)
court2-title: ಗೌರವಾನ್ವಿತ ಹೊಳಲ್ಕೆರೆ ಹಿರಿಯ ಸಿವಿಲ್ ನ್ಯಾಯಾಧೀಶರ ನ್ಯಾಯಾಲಯ ಮತ್ತು ಜೆ.ಎಂ.ಎಫ್.ಸಿ.ರವರ ನ್ಯಾಯಾಲಯದಲ್ಲಿ (387, 996, 629, 1020)
cauvery-office: ಎಕ್ಸಿಕ್ಯೂಟಿವ್ ಇಂಜಿನಿಯರ್‌ರವರ ಕಛೇರಿ, ನಂ.6 ಹೇಮಾವತಿ ಎಡದಂಡೆ ನಾಲಾ ವಿಭಾಗ, ಕಾವೇರಿ ನೀರಾವರಿ ನಿಗಮ ನಿಯಮಿತ, ಪಾಂಡವಪುರ, ಮಂಡ್ಯ ಜಿಲ್ಲೆ. (1008, 114, 1260, 136)
kims-title (40, 669, 340, 701)
second-story-body (686, 116, 982, 546)
small-court-case: ಸಿ.ಆರ್.ಮಿಸ್.ನಂ.747/2025 (847, 1460, 947, 1471)
mysugar-title: ಮೈಸೂರು ಸಕ್ಕರೆ ಕಂಪನಿ ನಿಯಮಿತ, ಮಂಡ್ಯ (99, 998, 281, 1014)
prd-dept: ಪಂಚಾಯತ್ ರಾಜ್ ಇಂಜಿನಿಯರಿಂಗ್ ಇಲಾಖೆ (520, 1436, 646, 1447)
cauvery-type: (ದ್ವಿ-ಲಕೋಟೆ ಪದ್ಧತಿ) (1103, 163, 1165, 174)
small-court-case: ಸಿ.ಆರ್.ಮಿಸ್.ನಂ.748/2025 (1151, 1460, 1251, 1471)
court4-adv: ವಾದಿ ಪರ ವಕೀಲರು: ಶ್ರೀ. ಎಂ.ಟಿ., ವಕೀಲರು, ಕೊಪ್ಪ. ಮೊ: 6360782988 (1001, 1097, 1218, 1108)
kims-notice (38, 656, 342, 974)
uas-ref: ಸಂಖ್ಯೆ: ಕೃ.ವಿ.ಧಾ/ಆ.ವಿ/ಟೆಂಡರ್/2025-26 (679, 697, 813, 708)
prd-email: ಮಿಂಚಂಚೆ: predkarwar@gmail.com (515, 1472, 651, 1483)
cauvery-title: ಕಾವೇರಿ ನೀರಾವರಿ ನಿಗಮ ನಿಯಮಿತ (1071, 88, 1197, 101)
muda-addr: ಜಾನ್ಸನ್ ಬಡಾವಣೆ ರಸ್ತೆ, ಮೈಸೂರು - 570 005. (119, 1370, 261, 1381)
